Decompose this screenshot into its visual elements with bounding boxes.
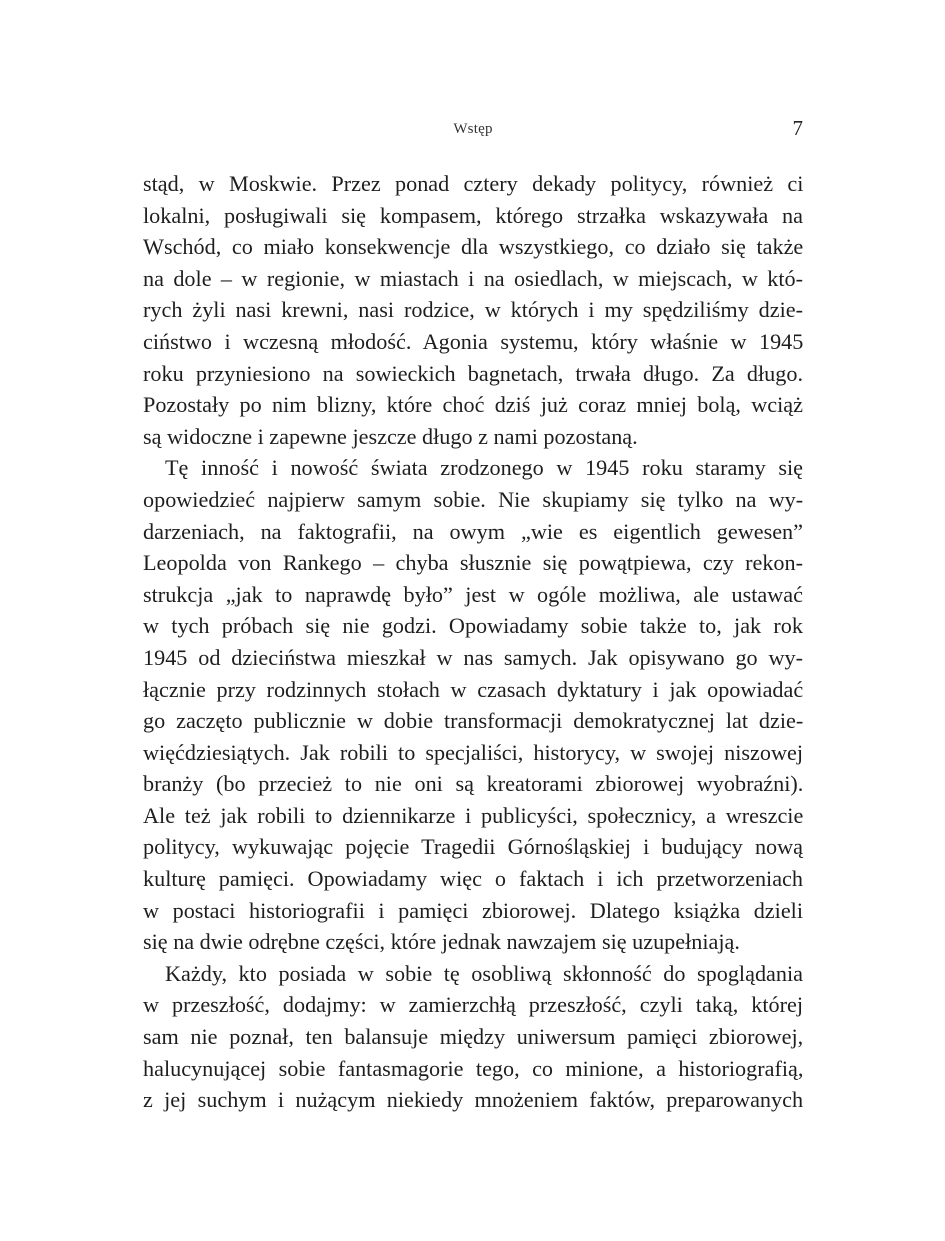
text-line: roku przyniesiono na sowieckich bagnetach, trwała długo. Za długo. <box>143 360 803 386</box>
text-line: Pozostały po nim blizny, które choć dziś już coraz mniej bolą, wciąż <box>143 392 803 418</box>
text-line: Tę inność i nowość świata zrodzonego w 1945 roku staramy się <box>165 455 803 481</box>
text-line: kulturę pamięci. Opowiadamy więc o faktach i ich przetworzeniach <box>143 866 803 892</box>
running-title: Wstęp <box>453 121 493 137</box>
text-line: więćdziesiątych. Jak robili to specjaliści, historycy, w swojej niszowej <box>143 739 803 765</box>
text-line: stąd, w Moskwie. Przez ponad cztery dekady politycy, również ci <box>143 171 804 196</box>
text-line: Każdy, kto posiada w sobie tę osobliwą skłonność do spoglądania <box>165 960 803 986</box>
text-line: Ale też jak robili to dziennikarze i publicyści, społecznicy, a wreszcie <box>143 802 804 828</box>
text-line: politycy, wykuwając pojęcie Tragedii Górnośląskiej i budujący nową <box>143 834 803 860</box>
body-text <box>143 168 803 1116</box>
text-line: łącznie przy rodzinnych stołach w czasach dyktatury i jak opowiadać <box>143 676 804 702</box>
text-line: z jej suchym i nużącym niekiedy mnożeniem faktów, preparowanych <box>143 1087 804 1113</box>
text-line: darzeniach, na faktografii, na owym „wie es eigentlich gewesen” <box>143 518 803 544</box>
text-line: Leopolda von Rankego – chyba słusznie się powątpiewa, czy rekon- <box>143 550 803 576</box>
text-line: są widoczne i zapewne jeszcze długo z nami pozostaną. <box>143 423 638 449</box>
text-line: 1945 od dzieciństwa mieszkał w nas samych. Jak opisywano go wy- <box>143 644 803 670</box>
text-line: w przeszłość, dodajmy: w zamierzchłą przeszłość, czyli taką, której <box>143 992 803 1018</box>
text-line: lokalni, posługiwali się kompasem, którego strzałka wskazywała na <box>143 202 803 228</box>
text-line: sam nie poznał, ten balansuje między uniwersum pamięci zbiorowej, <box>143 1024 804 1050</box>
paragraph-2 <box>143 452 803 958</box>
text-line: ciństwo i wczesną młodość. Agonia systemu, który właśnie w 1945 <box>143 328 804 354</box>
text-line: w tych próbach się nie godzi. Opowiadamy sobie także to, jak rok <box>143 613 803 639</box>
text-line: w postaci historiografii i pamięci zbiorowej. Dlatego książka dzieli <box>143 897 803 923</box>
running-head <box>143 118 803 142</box>
text-line: rych żyli nasi krewni, nasi rodzice, w których i my spędziliśmy dzie- <box>143 297 803 323</box>
text-line: halucynującej sobie fantasmagorie tego, co minione, a historiografią, <box>143 1055 804 1081</box>
text-line: opowiedzieć najpierw samym sobie. Nie skupiamy się tylko na wy- <box>143 486 804 512</box>
paragraph-3 <box>143 958 803 1116</box>
paragraph-1 <box>143 168 803 452</box>
text-line: branży (bo przecież to nie oni są kreatorami zbiorowej wyobraźni). <box>143 771 804 797</box>
text-line: go zaczęto publicznie w dobie transformacji demokratycznej lat dzie- <box>143 708 804 734</box>
text-line: na dole – w regionie, w miastach i na osiedlach, w miejscach, w któ- <box>143 265 803 291</box>
text-line: Wschód, co miało konsekwencje dla wszystkiego, co działo się także <box>143 234 804 260</box>
text-line: się na dwie odrębne części, które jednak nawzajem się uzupełniają. <box>143 929 740 955</box>
page-number: 7 <box>792 116 803 140</box>
text-line: strukcja „jak to naprawdę było” jest w ogóle możliwa, ale ustawać <box>143 581 803 607</box>
